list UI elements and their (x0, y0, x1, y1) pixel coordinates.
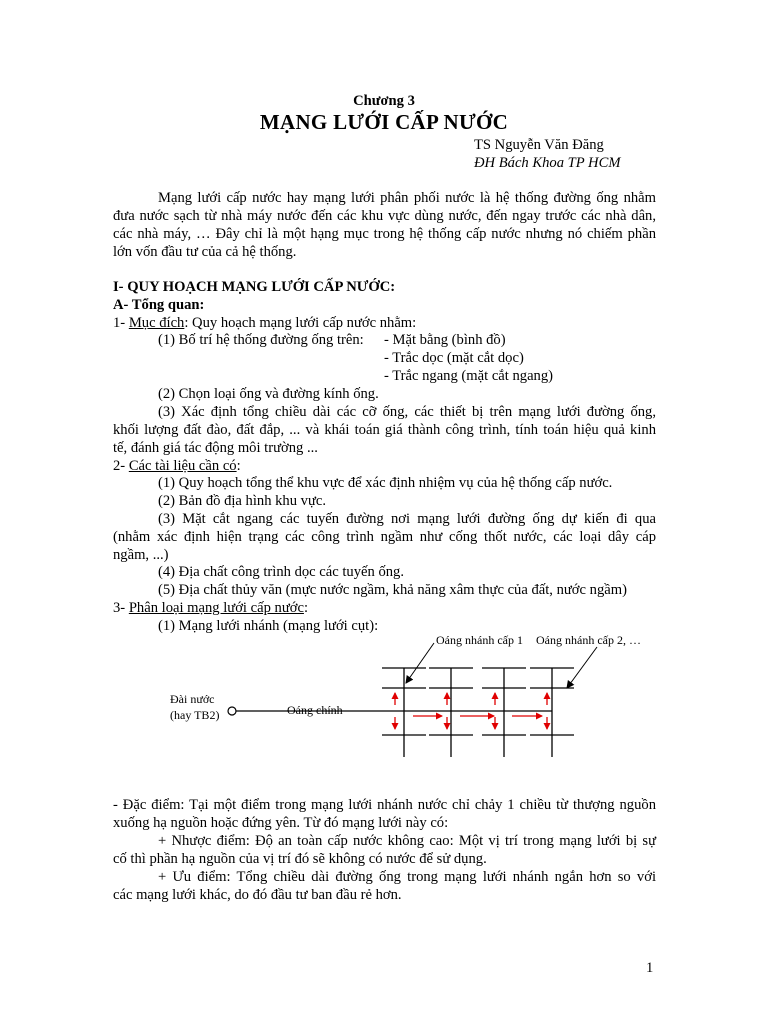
label-water-tower-alt: (hay TB2) (170, 708, 220, 722)
page-number: 1 (646, 960, 654, 976)
purpose-3-line-2: khối lượng đất đào, đất đắp, ... và khái toán giá thành công trình, tính toán hiệu quả kinh (113, 422, 656, 438)
purpose-1-cross: - Trắc ngang (mặt cắt ngang) (384, 368, 553, 384)
branch-pipes (382, 668, 574, 757)
advantage-line-2: các mạng lưới khác, do đó đầu tư ban đầu rẻ hơn. (113, 887, 402, 903)
doc-3-line-3: ngầm, ...) (113, 547, 169, 563)
network-type-1: (1) Mạng lưới nhánh (mạng lưới cụt): (158, 618, 379, 634)
chapter-label: Chương 3 (353, 93, 415, 109)
label-main-pipe: Oáng chính (287, 703, 343, 717)
disadvantage-line-2: cố thì phần hạ nguồn của vị trí đó sẽ không có nước để sử dụng. (113, 851, 487, 867)
item-1-rest: : Quy hoạch mạng lưới cấp nước nhằm: (184, 315, 417, 331)
author-name: TS Nguyễn Văn Đăng (474, 137, 604, 153)
subsection-heading: A- Tổng quan: (113, 297, 205, 313)
item-1-label: Mục đích (128, 315, 185, 331)
purpose-1-longitudinal: - Trắc dọc (mặt cắt dọc) (384, 350, 524, 366)
intro-line-4: lớn vốn đầu tư của cả hệ thống. (113, 244, 297, 260)
label-branch-1: Oáng nhánh cấp 1 (436, 633, 523, 647)
feature-line-1: - Đặc điểm: Tại một điểm trong mạng lưới nhánh nước chỉ chảy 1 chiều từ thượng nguồn (113, 797, 656, 813)
item-2-label: Các tài liệu cần có (128, 458, 237, 474)
item-3-label: Phân loại mạng lưới cấp nước (128, 600, 304, 616)
page-title: MẠNG LƯỚI CẤP NƯỚC (259, 110, 509, 134)
purpose-1-plan: - Mặt bằng (bình đồ) (384, 332, 506, 348)
disadvantage-line-1: + Nhược điểm: Độ an toàn cấp nước không cao: Một vị trí trong mạng lưới bị sự (158, 833, 656, 849)
section-heading: I- QUY HOẠCH MẠNG LƯỚI CẤP NƯỚC: (113, 279, 396, 295)
item-2-rest: : (236, 458, 241, 474)
item-3-rest: : (303, 600, 308, 616)
purpose-2: (2) Chọn loại ống và đường kính ống. (158, 386, 379, 402)
author-affiliation: ĐH Bách Khoa TP HCM (474, 155, 621, 171)
water-tower-node (228, 707, 236, 715)
purpose-3-line-3: tế, đánh giá tác động môi trường ... (113, 440, 318, 456)
doc-2: (2) Bản đồ địa hình khu vực. (158, 493, 327, 509)
intro-line-1: Mạng lưới cấp nước hay mạng lưới phân phối nước là hệ thống đường ống nhằm (158, 190, 656, 206)
doc-4: (4) Địa chất công trình dọc các tuyến ống. (158, 564, 404, 580)
doc-3-line-2: (nhằm xác định hiện trạng các công trình ngầm như cống thốt nước, các loại dây cáp (113, 529, 656, 545)
item-2-number: 2- (113, 458, 129, 474)
doc-3-line-1: (3) Mặt cắt ngang các tuyến đường nơi mạng lưới đường ống dự kiến đi qua (158, 511, 656, 527)
label-water-tower: Đài nước (170, 692, 215, 706)
intro-line-2: đưa nước sạch từ nhà máy nước đến các khu vực dùng nước, đến ngay trước các nhà dân, (113, 208, 656, 224)
advantage-line-1: + Ưu điểm: Tổng chiều dài đường ống trong mạng lưới nhánh ngắn hơn so với (158, 869, 656, 885)
item-1-number: 1- (113, 315, 129, 331)
purpose-1: (1) Bố trí hệ thống đường ống trên: (158, 332, 364, 348)
label-branch-2: Oáng nhánh cấp 2, … (536, 633, 641, 647)
feature-line-2: xuống hạ nguồn hoặc đứng yên. Từ đó mạng lưới này có: (113, 815, 449, 831)
doc-1: (1) Quy hoạch tổng thể khu vực để xác định nhiệm vụ của hệ thống cấp nước. (158, 475, 613, 491)
item-3-number: 3- (113, 600, 129, 616)
branch-1-leader (406, 643, 434, 683)
doc-5: (5) Địa chất thủy văn (mực nước ngầm, khả năng xâm thực của đất, nước ngầm) (158, 582, 627, 598)
intro-line-3: các nhà máy, … Đây chỉ là một hạng mục trong hệ thống cấp nước nhưng nó chiếm phần (113, 226, 656, 242)
purpose-3-line-1: (3) Xác định tổng chiều dài các cỡ ống, các thiết bị trên mạng lưới đường ống, (158, 404, 656, 420)
